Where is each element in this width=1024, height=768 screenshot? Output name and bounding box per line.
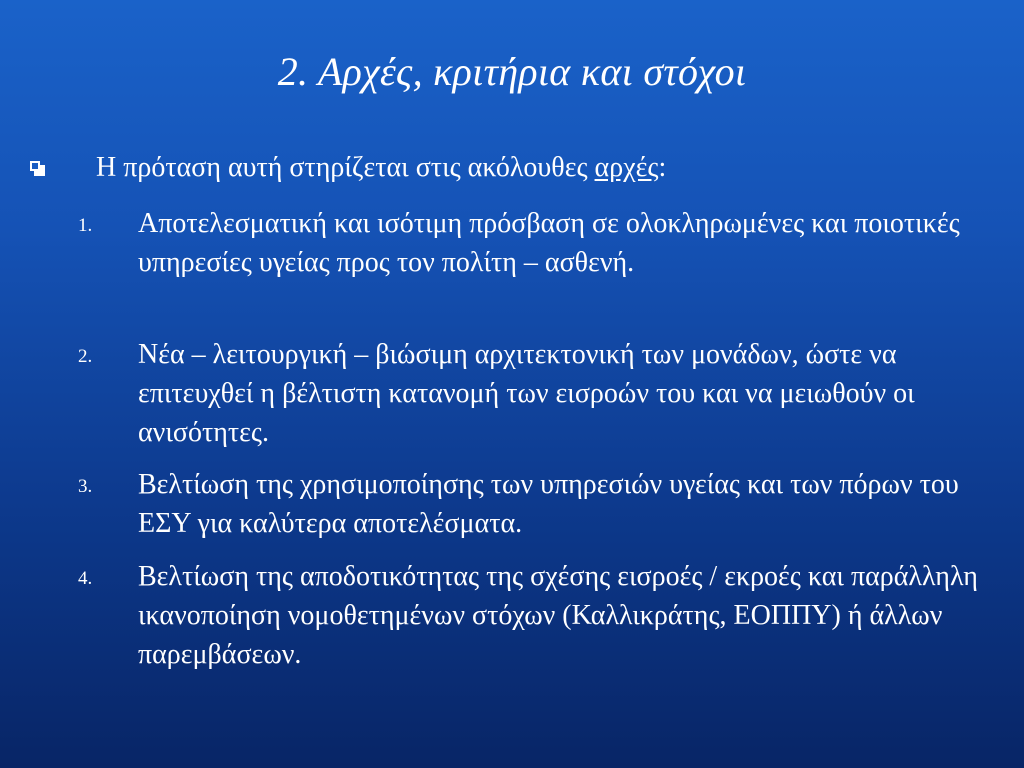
list-item-text: Αποτελεσματική και ισότιμη πρόσβαση σε ολοκληρωμένες και ποιοτικές υπηρεσίες υγείας προς τον πολίτη – ασθενή.	[138, 208, 960, 278]
list-item-text: Βελτίωση της χρησιμοποίησης των υπηρεσιών υγείας και των πόρων του ΕΣΥ για καλύτερα αποτελέσματα.	[138, 469, 959, 539]
list-item-number: 1.	[78, 215, 93, 236]
intro-text-after: :	[658, 152, 667, 183]
list-item-number: 4.	[78, 568, 93, 589]
intro-text-underlined: αρχές	[594, 152, 659, 183]
slide-title: 2. Αρχές, κριτήρια και στόχοι	[277, 49, 747, 94]
list-item-text: Βελτίωση της αποδοτικότητας της σχέσης εισροές / εκροές και παράλληλη ικανοποίηση νομοθετημένων στόχων (Καλλικράτης, ΕΟΠΠΥ) ή άλλων παρεμβάσεων.	[138, 561, 978, 670]
list-item-number: 2.	[78, 346, 93, 367]
intro-text	[96, 150, 666, 186]
list-item-text: Νέα – λειτουργική – βιώσιμη αρχιτεκτονική των μονάδων, ώστε να επιτευχθεί η βέλτιστη κατανομή των εισροών του και να μειωθούν οι ανισότητες.	[138, 339, 915, 448]
intro-text-before: Η πρόταση αυτή στηρίζεται στις ακόλουθες	[96, 152, 595, 183]
checkbox-bullet-icon	[30, 161, 45, 176]
list-item-number: 3.	[78, 476, 93, 497]
